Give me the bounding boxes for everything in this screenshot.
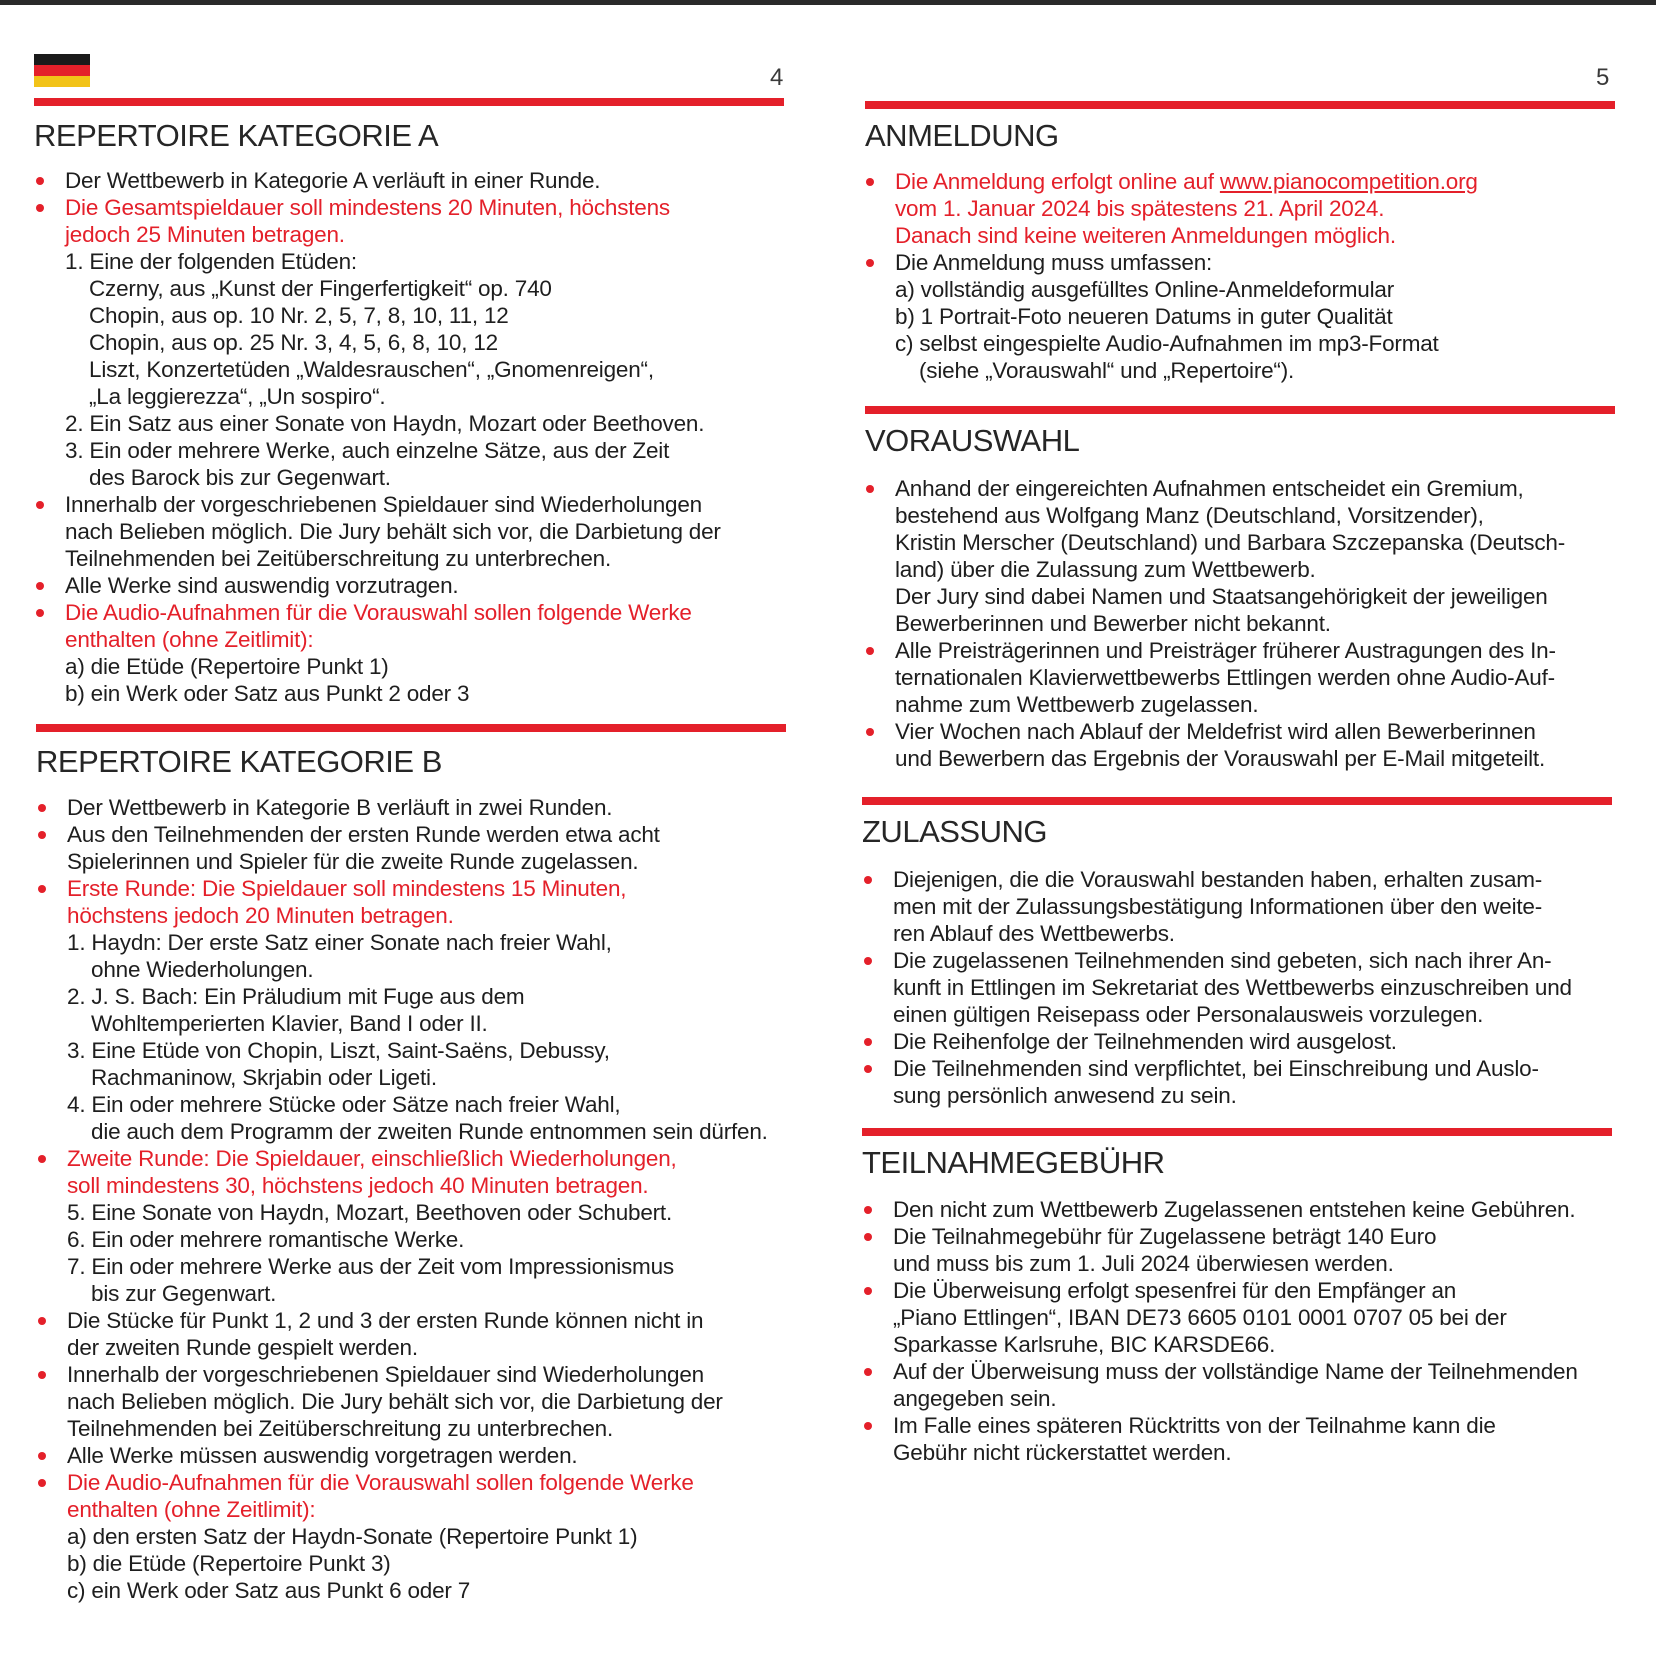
sub-item-cont: bis zur Gegenwart. [91, 1281, 277, 1306]
list-item: Aus den Teilnehmenden der ersten Runde werden etwa acht Spielerinnen und Spieler für die zweite Runde zugelassen. [36, 821, 768, 875]
page-number-right: 5 [1596, 64, 1610, 91]
list-item: Zweite Runde: Die Spieldauer, einschließlich Wiederholungen, soll mindestens 30, höchstens jedoch 40 Minuten betragen. [36, 1145, 768, 1199]
page-number-left: 4 [770, 64, 784, 91]
german-flag-icon [34, 54, 90, 87]
sub-item: 6. Ein oder mehrere romantische Werke. [67, 1227, 465, 1252]
etude-line: Chopin, aus op. 10 Nr. 2, 5, 7, 8, 10, 11, 12 [89, 303, 509, 328]
heading-kategorie-b: REPERTOIRE KATEGORIE B [36, 744, 442, 779]
scan-top-edge [0, 0, 1656, 5]
section-divider [862, 1128, 1612, 1136]
list-item: Erste Runde: Die Spieldauer soll mindestens 15 Minuten, höchstens jedoch 20 Minuten betragen. [36, 875, 768, 929]
section-divider [865, 406, 1615, 414]
sub-item-cont: des Barock bis zur Gegenwart. [89, 465, 391, 490]
list-item: Die Stücke für Punkt 1, 2 und 3 der ersten Runde können nicht in der zweiten Runde gespielt werden. [36, 1307, 768, 1361]
sub-item: 3. Eine Etüde von Chopin, Liszt, Saint-Saëns, Debussy, [67, 1038, 610, 1063]
sub-item-cont: Rachmaninow, Skrjabin oder Ligeti. [91, 1065, 437, 1090]
list-item: Die Teilnehmenden sind verpflichtet, bei Einschreibung und Auslo- sung persönlich anwesend zu sein. [862, 1055, 1572, 1109]
etude-line: Liszt, Konzertetüden „Waldesrauschen“, „Gnomenreigen“, [89, 357, 654, 382]
list-item: Anhand der eingereichten Aufnahmen entscheidet ein Gremium, bestehend aus Wolfgang Manz (Deutschland, Vorsitzender), Kristin Merscher (Deutschland) und Barbara Szczepanska (Deutsch- land) über die Zulassung zum Wettbewerb. Der Jury sind dabei Namen und Staatsangehörigkeit der jeweiligen Bewerberinnen und Bewerber nicht bekannt. [864, 475, 1565, 637]
heading-anmeldung: ANMELDUNG [865, 118, 1059, 153]
sub-item: 2. J. S. Bach: Ein Präludium mit Fuge aus dem [67, 984, 525, 1009]
sub-item: a) die Etüde (Repertoire Punkt 1) [65, 654, 389, 679]
heading-zulassung: ZULASSUNG [862, 814, 1047, 849]
section-divider [865, 101, 1615, 109]
sub-item: b) 1 Portrait-Foto neueren Datums in guter Qualität [895, 304, 1393, 329]
sub-item: 3. Ein oder mehrere Werke, auch einzelne Sätze, aus der Zeit [65, 438, 670, 463]
sub-item: b) ein Werk oder Satz aus Punkt 2 oder 3 [65, 681, 470, 706]
sub-item: a) den ersten Satz der Haydn-Sonate (Repertoire Punkt 1) [67, 1524, 638, 1549]
list-item: Die Audio-Aufnahmen für die Vorauswahl sollen folgende Werke enthalten (ohne Zeitlimit): [34, 599, 721, 653]
list-item: Vier Wochen nach Ablauf der Meldefrist wird allen Bewerberinnen und Bewerbern das Ergebnis der Vorauswahl per E-Mail mitgeteilt. [864, 718, 1565, 772]
sub-item: 7. Ein oder mehrere Werke aus der Zeit vom Impressionismus [67, 1254, 674, 1279]
list-item: Die Überweisung erfolgt spesenfrei für den Empfänger an „Piano Ettlingen“, IBAN DE73 6605 0101 0001 0707 05 bei der Sparkasse Karlsruhe, BIC KARSDE66. [862, 1277, 1578, 1358]
sub-item: 4. Ein oder mehrere Stücke oder Sätze nach freier Wahl, [67, 1092, 621, 1117]
sub-item: b) die Etüde (Repertoire Punkt 3) [67, 1551, 391, 1576]
list-item: Die zugelassenen Teilnehmenden sind gebeten, sich nach ihrer An- kunft in Ettlingen im Sekretariat des Wettbewerbs einzuschreiben und einen gültigen Reisepass oder Personalausweis vorzulegen. [862, 947, 1572, 1028]
list-item: Die Anmeldung muss umfassen: [864, 249, 1478, 276]
list-item: Die Gesamtspieldauer soll mindestens 20 Minuten, höchstens jedoch 25 Minuten betragen. [34, 194, 721, 248]
etude-line: „La leggierezza“, „Un sospiro“. [89, 384, 386, 409]
sub-item: 2. Ein Satz aus einer Sonate von Haydn, Mozart oder Beethoven. [65, 411, 705, 436]
list-item: Innerhalb der vorgeschriebenen Spieldauer sind Wiederholungen nach Belieben möglich. Die Jury behält sich vor, die Darbietung der Teilnehmenden bei Zeitüberschreitung zu unterbrechen. [34, 491, 721, 572]
etude-line: Czerny, aus „Kunst der Fingerfertigkeit“ op. 740 [89, 276, 552, 301]
vorauswahl-body [864, 475, 1565, 772]
list-item: Den nicht zum Wettbewerb Zugelassenen entstehen keine Gebühren. [862, 1196, 1578, 1223]
list-item: Der Wettbewerb in Kategorie A verläuft in einer Runde. [34, 167, 721, 194]
anmeldung-body [864, 168, 1478, 384]
list-item: Innerhalb der vorgeschriebenen Spieldauer sind Wiederholungen nach Belieben möglich. Die Jury behält sich vor, die Darbietung der Teilnehmenden bei Zeitüberschreitung zu unterbrechen. [36, 1361, 768, 1442]
flag-stripe-gold [34, 76, 90, 87]
list-item: Die Reihenfolge der Teilnehmenden wird ausgelost. [862, 1028, 1572, 1055]
list-item: Alle Preisträgerinnen und Preisträger früherer Austragungen des In- ternationalen Klavierwettbewerbs Ettlingen werden ohne Audio-Auf- nahme zum Wettbewerb zugelassen. [864, 637, 1565, 718]
list-item: Die Anmeldung erfolgt online auf www.pianocompetition.org vom 1. Januar 2024 bis spätestens 21. April 2024. Danach sind keine weiteren Anmeldungen möglich. [864, 168, 1478, 249]
list-item: Diejenigen, die die Vorauswahl bestanden haben, erhalten zusam- men mit der Zulassungsbestätigung Informationen über den weite- ren Ablauf des Wettbewerbs. [862, 866, 1572, 947]
sub-item: 1. Eine der folgenden Etüden: [65, 249, 357, 274]
sub-item: 5. Eine Sonate von Haydn, Mozart, Beethoven oder Schubert. [67, 1200, 673, 1225]
etude-line: Chopin, aus op. 25 Nr. 3, 4, 5, 6, 8, 10, 12 [89, 330, 498, 355]
list-item: Die Teilnahmegebühr für Zugelassene beträgt 140 Euro und muss bis zum 1. Juli 2024 überwiesen werden. [862, 1223, 1578, 1277]
heading-vorauswahl: VORAUSWAHL [865, 423, 1080, 458]
sub-item: c) selbst eingespielte Audio-Aufnahmen im mp3-Format [895, 331, 1439, 356]
heading-teilnahmegebuehr: TEILNAHMEGEBÜHR [862, 1145, 1165, 1180]
section-divider [862, 797, 1612, 805]
sub-item-cont: ohne Wiederholungen. [91, 957, 314, 982]
sub-item: 1. Haydn: Der erste Satz einer Sonate nach freier Wahl, [67, 930, 612, 955]
list-item: Der Wettbewerb in Kategorie B verläuft in zwei Runden. [36, 794, 768, 821]
list-item: Auf der Überweisung muss der vollständige Name der Teilnehmenden angegeben sein. [862, 1358, 1578, 1412]
sub-item-cont: Wohltemperierten Klavier, Band I oder II. [91, 1011, 488, 1036]
sub-item: c) ein Werk oder Satz aus Punkt 6 oder 7 [67, 1578, 471, 1603]
kategorie-a-body [34, 167, 721, 707]
flag-stripe-black [34, 54, 90, 65]
list-item: Im Falle eines späteren Rücktritts von der Teilnahme kann die Gebühr nicht rückerstattet werden. [862, 1412, 1578, 1466]
list-item: Alle Werke müssen auswendig vorgetragen werden. [36, 1442, 768, 1469]
website-link[interactable]: www.pianocompetition.org [1219, 169, 1478, 194]
gebuehr-body [862, 1196, 1578, 1466]
sub-item-cont: die auch dem Programm der zweiten Runde entnommen sein dürfen. [91, 1119, 768, 1144]
list-item: Die Audio-Aufnahmen für die Vorauswahl sollen folgende Werke enthalten (ohne Zeitlimit): [36, 1469, 768, 1523]
heading-kategorie-a: REPERTOIRE KATEGORIE A [34, 118, 439, 153]
sub-item: a) vollständig ausgefülltes Online-Anmeldeformular [895, 277, 1395, 302]
section-divider [34, 98, 784, 106]
flag-stripe-red [34, 65, 90, 76]
section-divider [36, 724, 786, 732]
kategorie-b-body [36, 794, 768, 1604]
zulassung-body [862, 866, 1572, 1109]
list-item: Alle Werke sind auswendig vorzutragen. [34, 572, 721, 599]
sub-item-cont: (siehe „Vorauswahl“ und „Repertoire“). [919, 358, 1295, 383]
